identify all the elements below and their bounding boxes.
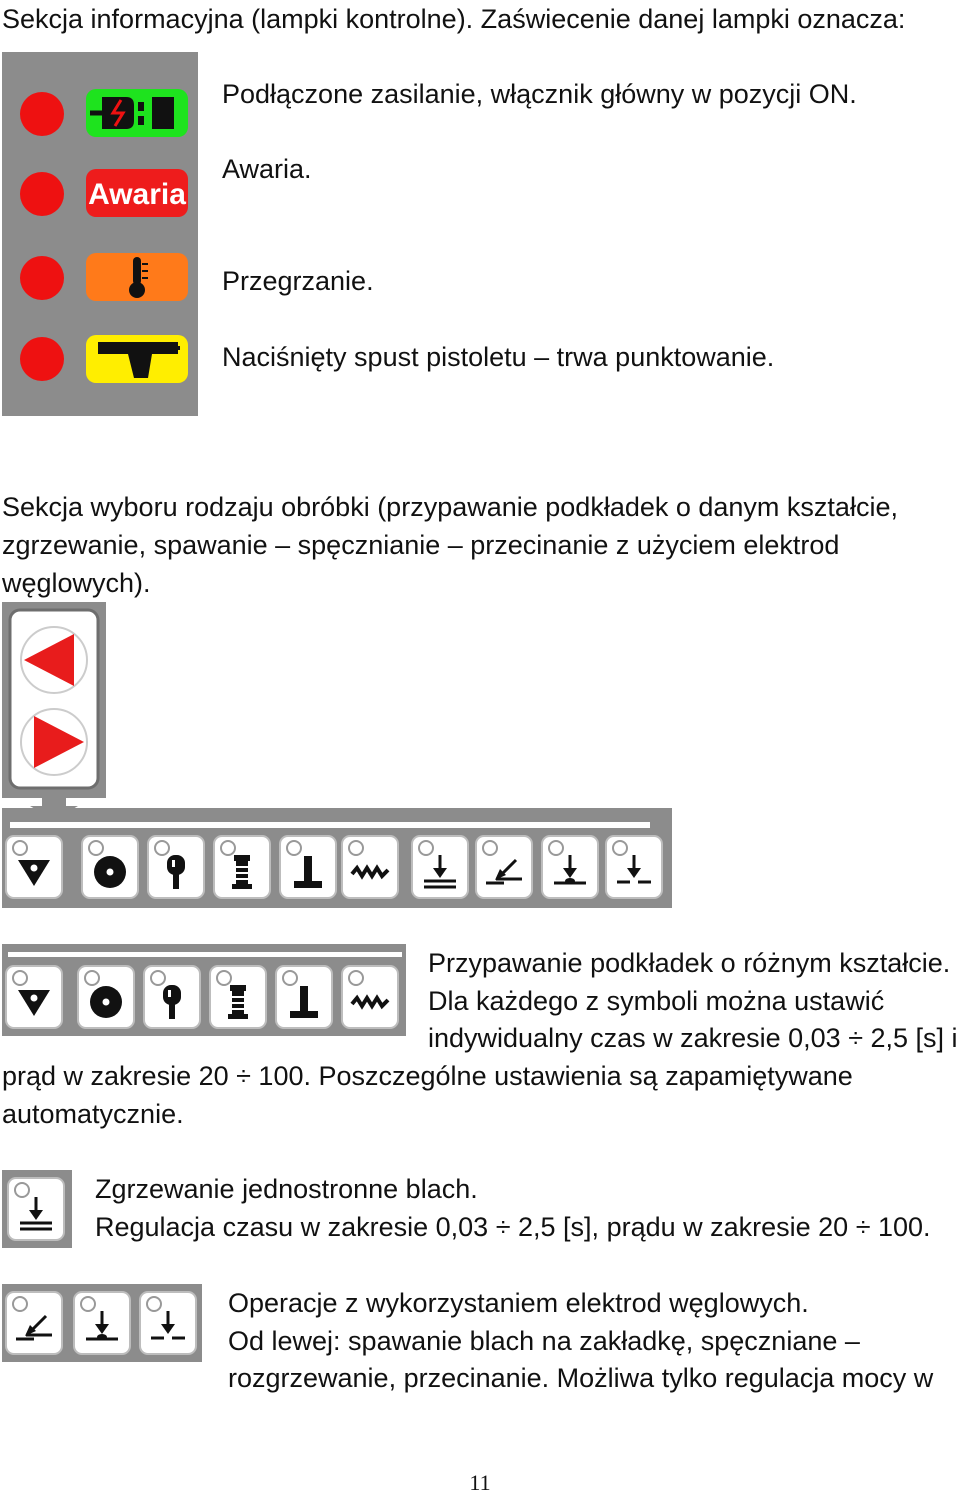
triangle-icon	[6, 966, 62, 1028]
mode-button-triangle[interactable]	[6, 836, 62, 898]
mode-button-wave[interactable]	[342, 836, 398, 898]
stud-desc-line-5: automatycznie.	[2, 1099, 184, 1129]
arrow-right-button[interactable]	[21, 709, 87, 775]
mode-button-carbon-cut[interactable]	[606, 836, 662, 898]
mode-button-stud-round[interactable]	[148, 836, 204, 898]
wave-icon	[342, 966, 398, 1028]
mode-heading-line-1: Sekcja wyboru rodzaju obróbki (przypawanie podkładek o danym kształcie,	[2, 492, 898, 522]
stud-desc-line-1: Przypawanie podkładek o różnym kształcie.	[428, 948, 951, 978]
mode-button-stud-threaded[interactable]	[214, 836, 270, 898]
stud-t-icon	[276, 966, 332, 1028]
spot-gun-icon	[86, 335, 188, 383]
mode-button-disc[interactable]	[82, 836, 138, 898]
indicator-lamp-trigger	[20, 337, 64, 381]
lamps-heading: Sekcja informacyjna (lampki kontrolne). Zaświecenie danej lampki oznacza:	[2, 4, 906, 34]
spot-desc-line-1: Zgrzewanie jednostronne blach.	[95, 1174, 478, 1204]
lamp-label-failure: Awaria.	[222, 154, 312, 184]
carbon-desc-line-3: rozgrzewanie, przecinanie. Możliwa tylko regulacja mocy w	[228, 1363, 934, 1393]
stud-desc-line-3: indywidualny czas w zakresie 0,03 ÷ 2,5 [s] i	[428, 1023, 958, 1053]
disc-icon	[94, 856, 126, 888]
carbon-desc-line-2: Od lewej: spawanie blach na zakładkę, spęczniane –	[228, 1326, 860, 1356]
lamp-label-power: Podłączone zasilanie, włącznik główny w pozycji ON.	[222, 79, 857, 109]
mode-button-spot-weld[interactable]	[412, 836, 468, 898]
mode-heading-line-3: węglowych).	[2, 568, 151, 598]
mode-button-stud-t[interactable]	[280, 836, 336, 898]
mode-button-carbon-upset[interactable]	[542, 836, 598, 898]
thermometer-icon	[86, 253, 188, 301]
stud-threaded-icon	[210, 966, 266, 1028]
svg-text:Awaria: Awaria	[88, 178, 186, 211]
stud-round-icon	[144, 966, 200, 1028]
indicator-panel	[2, 52, 198, 416]
carbon-desc-line-1: Operacje z wykorzystaniem elektrod węglowych.	[228, 1288, 809, 1318]
lamp-label-overheat: Przegrzanie.	[222, 266, 374, 296]
indicator-lamp-overheat	[20, 256, 64, 300]
indicator-lamp-failure	[20, 172, 64, 216]
stud-desc-line-2: Dla każdego z symboli można ustawić	[428, 986, 885, 1016]
mode-button-carbon-lap[interactable]	[476, 836, 532, 898]
awaria-badge	[86, 169, 188, 217]
stud-desc-line-4: prąd w zakresie 20 ÷ 100. Poszczególne ustawienia są zapamiętywane	[2, 1061, 853, 1091]
stud-symbols-strip	[2, 944, 406, 1036]
disc-icon	[78, 966, 134, 1028]
power-plug-icon	[86, 89, 188, 137]
mode-selector-panel	[2, 602, 672, 908]
page-number: 11	[469, 1470, 491, 1495]
spot-weld-symbol	[2, 1170, 72, 1248]
arrow-left-button[interactable]	[21, 627, 87, 693]
carbon-symbols-strip	[2, 1284, 202, 1362]
lamp-label-trigger: Naciśnięty spust pistoletu – trwa punktowanie.	[222, 342, 775, 372]
spot-desc-line-2: Regulacja czasu w zakresie 0,03 ÷ 2,5 [s], prądu w zakresie 20 ÷ 100.	[95, 1212, 931, 1242]
mode-heading-line-2: zgrzewanie, spawanie – spęcznianie – przecinanie z użyciem elektrod	[2, 530, 840, 560]
indicator-lamp-power	[20, 92, 64, 136]
